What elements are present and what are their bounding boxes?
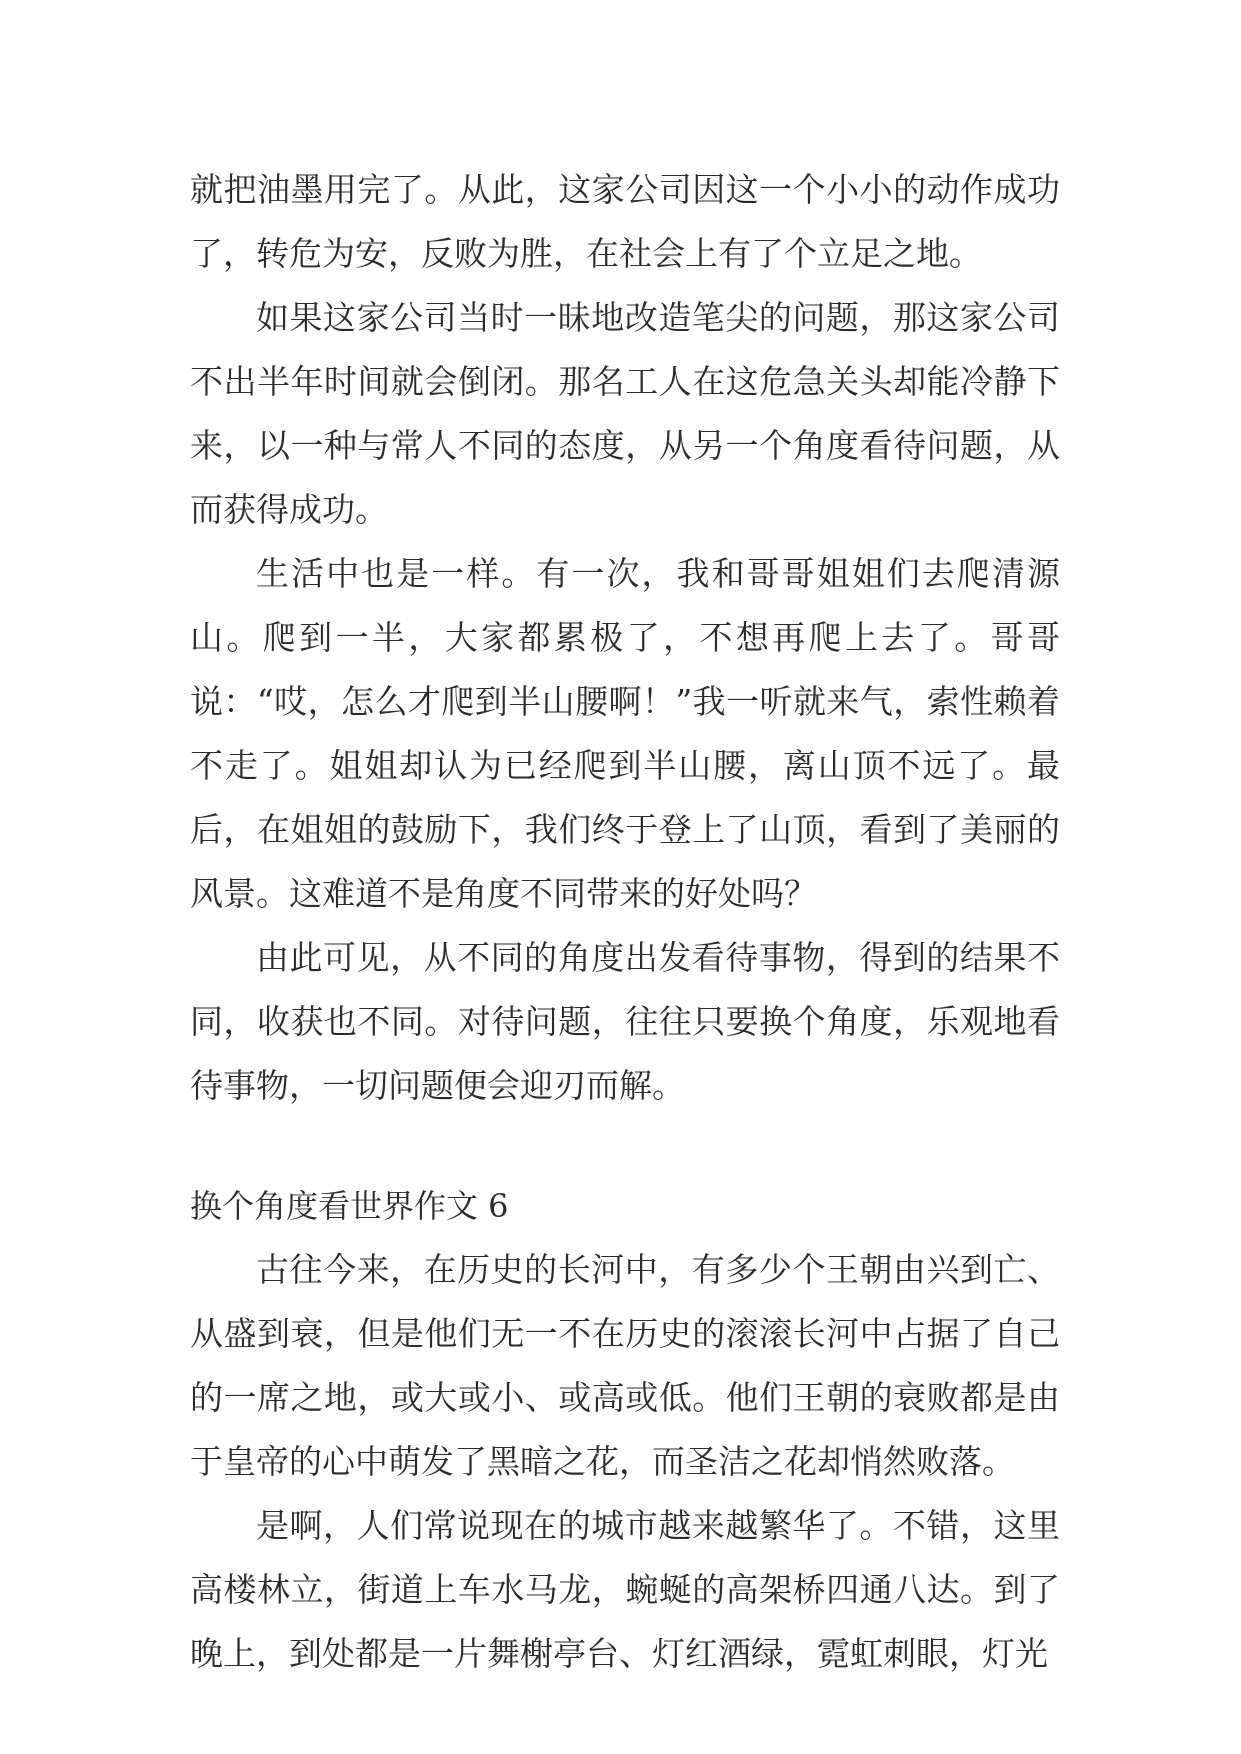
paragraph: 是啊，人们常说现在的城市越来越繁华了。不错，这里高楼林立，街道上车水马龙，蜿蜒的高架桥四通八达。到了晚上，到处都是一片舞榭亭台、灯红酒绿，霓虹刺眼，灯光 <box>190 1506 1060 1673</box>
document-body <box>190 158 1060 1686</box>
paragraph: 生活中也是一样。有一次，我和哥哥姐姐们去爬清源山。爬到一半，大家都累极了，不想再爬上去了。哥哥说：“哎，怎么才爬到半山腰啊！”我一听就来气，索性赖着不走了。姐姐却认为已经爬到半山腰，离山顶不远了。最后，在姐姐的鼓励下，我们终于登上了山顶，看到了美丽的风景。这难道不是角度不同带来的好处吗？ <box>190 554 1060 913</box>
section-title: 换个角度看世界作文 6 <box>190 1187 509 1225</box>
paragraph: 古往今来，在历史的长河中，有多少个王朝由兴到亡、从盛到衰，但是他们无一不在历史的滚滚长河中占据了自己的一席之地，或大或小、或高或低。他们王朝的衰败都是由于皇帝的心中萌发了黑暗之花，而圣洁之花却悄然败落。 <box>190 1250 1060 1481</box>
paragraph: 由此可见，从不同的角度出发看待事物，得到的结果不同，收获也不同。对待问题，往往只要换个角度，乐观地看待事物，一切问题便会迎刃而解。 <box>190 938 1060 1105</box>
paragraph-continuation: 就把油墨用完了。从此，这家公司因这一个小小的动作成功了，转危为安，反败为胜，在社会上有了个立足之地。 <box>190 170 1060 273</box>
paragraph: 如果这家公司当时一昧地改造笔尖的问题，那这家公司不出半年时间就会倒闭。那名工人在这危急关头却能冷静下来，以一种与常人不同的态度，从另一个角度看待问题，从而获得成功。 <box>190 298 1060 529</box>
